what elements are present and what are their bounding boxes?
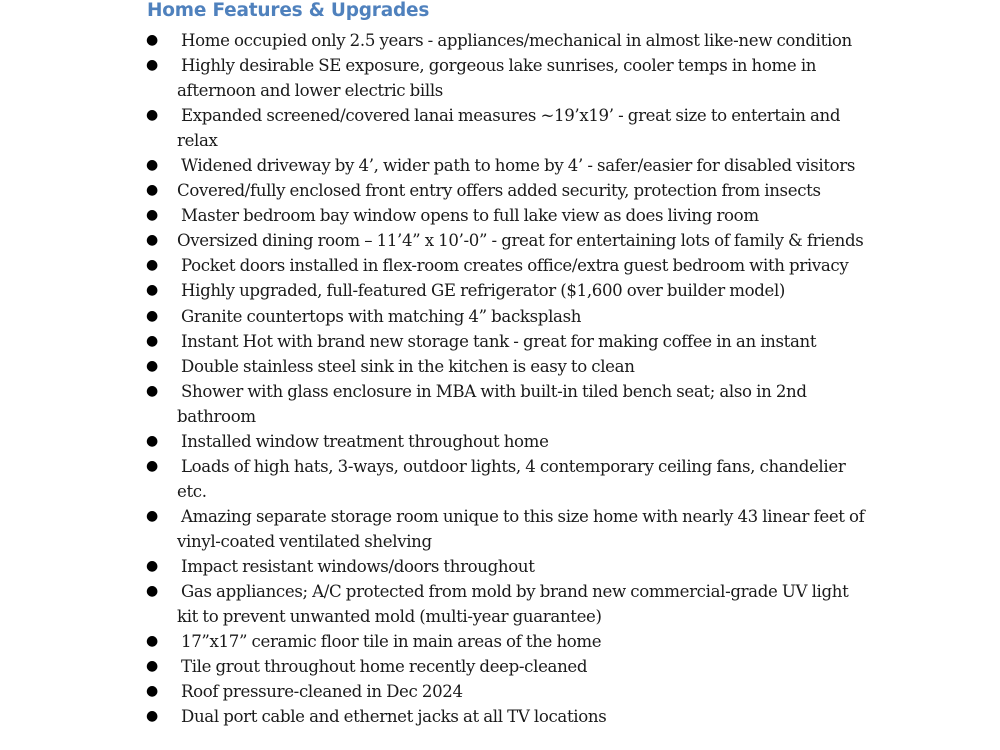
bullet-icon: ● <box>146 32 158 48</box>
list-item-text: Shower with glass enclosure in MBA with built-in tiled bench seat; also in 2nd bathroom <box>177 381 807 426</box>
list-item-text: Highly upgraded, full-featured GE refrigerator ($1,600 over builder model) <box>181 281 786 301</box>
bullet-icon: ● <box>146 708 158 725</box>
list-item <box>0 304 867 329</box>
list-item-text: Pocket doors installed in flex-room creates office/extra guest bedroom with privacy <box>181 256 849 276</box>
list-item-text: Master bedroom bay window opens to full lake view as does living room <box>181 206 759 226</box>
bullet-icon: ● <box>146 157 158 174</box>
bullet-icon: ● <box>146 557 158 574</box>
list-item <box>0 679 867 704</box>
bullet-icon: ● <box>146 382 158 399</box>
bullet-icon: ● <box>146 182 158 199</box>
bullet-icon: ● <box>146 683 158 700</box>
list-item-text: Widened driveway by 4’, wider path to home by 4’ - safer/easier for disabled visitors <box>181 156 856 176</box>
list-item <box>0 53 867 103</box>
bullet-icon: ● <box>146 357 158 374</box>
list-item <box>0 504 867 554</box>
list-item-text: Home occupied only 2.5 years - appliances/mechanical in almost like-new condition <box>181 31 852 50</box>
list-item <box>0 554 867 579</box>
list-item-text: Expanded screened/covered lanai measures ~19’x19’ - great size to entertain and relax <box>177 106 841 151</box>
list-item <box>0 278 867 303</box>
list-item-text: Amazing separate storage room unique to this size home with nearly 43 linear feet of vinyl-coated ventilated shelving <box>177 506 865 551</box>
list-item-text: 17”x17” ceramic floor tile in main areas of the home <box>181 632 602 652</box>
list-item-text: Oversized dining room – 11’4” x 10’-0” - great for entertaining lots of family & friends <box>177 231 864 251</box>
bullet-icon: ● <box>146 257 158 274</box>
list-item-text: Installed window treatment throughout home <box>181 431 549 451</box>
list-item <box>0 329 867 354</box>
bullet-icon: ● <box>146 232 158 249</box>
list-item <box>0 203 867 228</box>
list-item-text: Impact resistant windows/doors throughout <box>181 556 535 576</box>
bullet-icon: ● <box>146 207 158 224</box>
list-item <box>0 153 867 178</box>
list-item-text: Highly desirable SE exposure, gorgeous lake sunrises, cooler temps in home in afternoon and lower electric bills <box>177 56 817 101</box>
bullet-icon: ● <box>146 307 158 324</box>
list-item <box>0 354 867 379</box>
bullet-icon: ● <box>146 107 158 124</box>
list-item <box>0 178 867 203</box>
list-item <box>0 579 867 629</box>
bullet-icon: ● <box>146 332 158 349</box>
bullet-icon: ● <box>146 432 158 449</box>
list-item <box>0 704 867 729</box>
list-item <box>0 228 867 253</box>
bullet-icon: ● <box>146 583 158 600</box>
list-item-text: Roof pressure-cleaned in Dec 2024 <box>181 682 463 702</box>
list-item-text: Covered/fully enclosed front entry offers added security, protection from insects <box>177 181 821 201</box>
list-item <box>0 454 867 504</box>
list-item <box>0 253 867 278</box>
list-item <box>0 429 867 454</box>
list-item <box>0 28 867 53</box>
section-heading: Home Features & Upgrades <box>147 0 430 21</box>
bullet-icon: ● <box>146 57 158 74</box>
list-item <box>0 654 867 679</box>
list-item <box>0 629 867 654</box>
features-list <box>0 28 1000 729</box>
list-item-text: Dual port cable and ethernet jacks at all TV locations <box>181 707 607 727</box>
bullet-icon: ● <box>146 507 158 524</box>
list-item <box>0 379 867 429</box>
list-item-text: Gas appliances; A/C protected from mold by brand new commercial-grade UV light kit to prevent unwanted mold (multi-year guarantee) <box>177 582 849 627</box>
list-item-text: Tile grout throughout home recently deep-cleaned <box>181 657 588 677</box>
bullet-icon: ● <box>146 633 158 650</box>
bullet-icon: ● <box>146 457 158 474</box>
list-item-text: Granite countertops with matching 4” backsplash <box>181 306 582 326</box>
list-item <box>0 103 867 153</box>
bullet-icon: ● <box>146 658 158 675</box>
list-item-text: Instant Hot with brand new storage tank - great for making coffee in an instant <box>181 331 817 351</box>
list-item-text: Double stainless steel sink in the kitchen is easy to clean <box>181 356 635 376</box>
list-item-text: Loads of high hats, 3-ways, outdoor lights, 4 contemporary ceiling fans, chandelier etc. <box>177 456 846 501</box>
bullet-icon: ● <box>146 282 158 299</box>
